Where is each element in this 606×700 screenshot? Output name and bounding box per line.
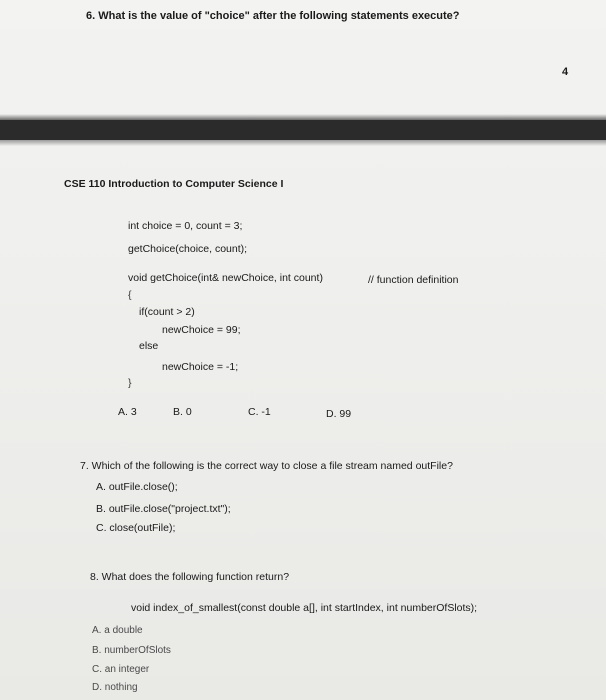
question-8-text: 8. What does the following function return? [90, 571, 290, 583]
question-6-text: 6. What is the value of "choice" after the following statements execute? [86, 10, 460, 22]
code-line-assign-neg1: newChoice = -1; [162, 361, 239, 373]
q7-option-b: B. outFile.close("project.txt"); [96, 503, 231, 515]
q6-option-c: C. -1 [248, 406, 271, 418]
q6-option-d: D. 99 [326, 408, 352, 420]
q8-option-a: A. a double [92, 625, 143, 636]
q7-option-c: C. close(outFile); [96, 522, 176, 534]
q6-option-a: A. 3 [118, 406, 137, 418]
q8-option-c: C. an integer [92, 664, 150, 675]
course-title: CSE 110 Introduction to Computer Science I [64, 178, 284, 190]
code-line-assign-99: newChoice = 99; [162, 324, 241, 336]
q7-option-a: A. outFile.close(); [96, 481, 178, 493]
page-number: 4 [562, 66, 569, 78]
code-close-brace: } [128, 377, 132, 389]
code-line-else: else [139, 340, 159, 352]
page-break-bottom-shadow [0, 140, 606, 146]
q8-option-d: D. nothing [92, 682, 138, 693]
question-7-text: 7. Which of the following is the correct way to close a file stream named outFile? [80, 460, 453, 472]
code-line-declaration: int choice = 0, count = 3; [128, 220, 243, 232]
q8-function-signature: void index_of_smallest(const double a[], int startIndex, int numberOfSlots); [131, 602, 478, 614]
page-break-band [0, 120, 606, 140]
q8-option-b: B. numberOfSlots [92, 645, 171, 656]
q6-option-b: B. 0 [173, 406, 192, 418]
code-line-if: if(count > 2) [139, 306, 195, 318]
code-open-brace: { [128, 289, 132, 301]
code-comment: // function definition [368, 274, 459, 286]
code-line-call: getChoice(choice, count); [128, 243, 248, 255]
code-line-function-signature: void getChoice(int& newChoice, int count) [128, 272, 323, 284]
